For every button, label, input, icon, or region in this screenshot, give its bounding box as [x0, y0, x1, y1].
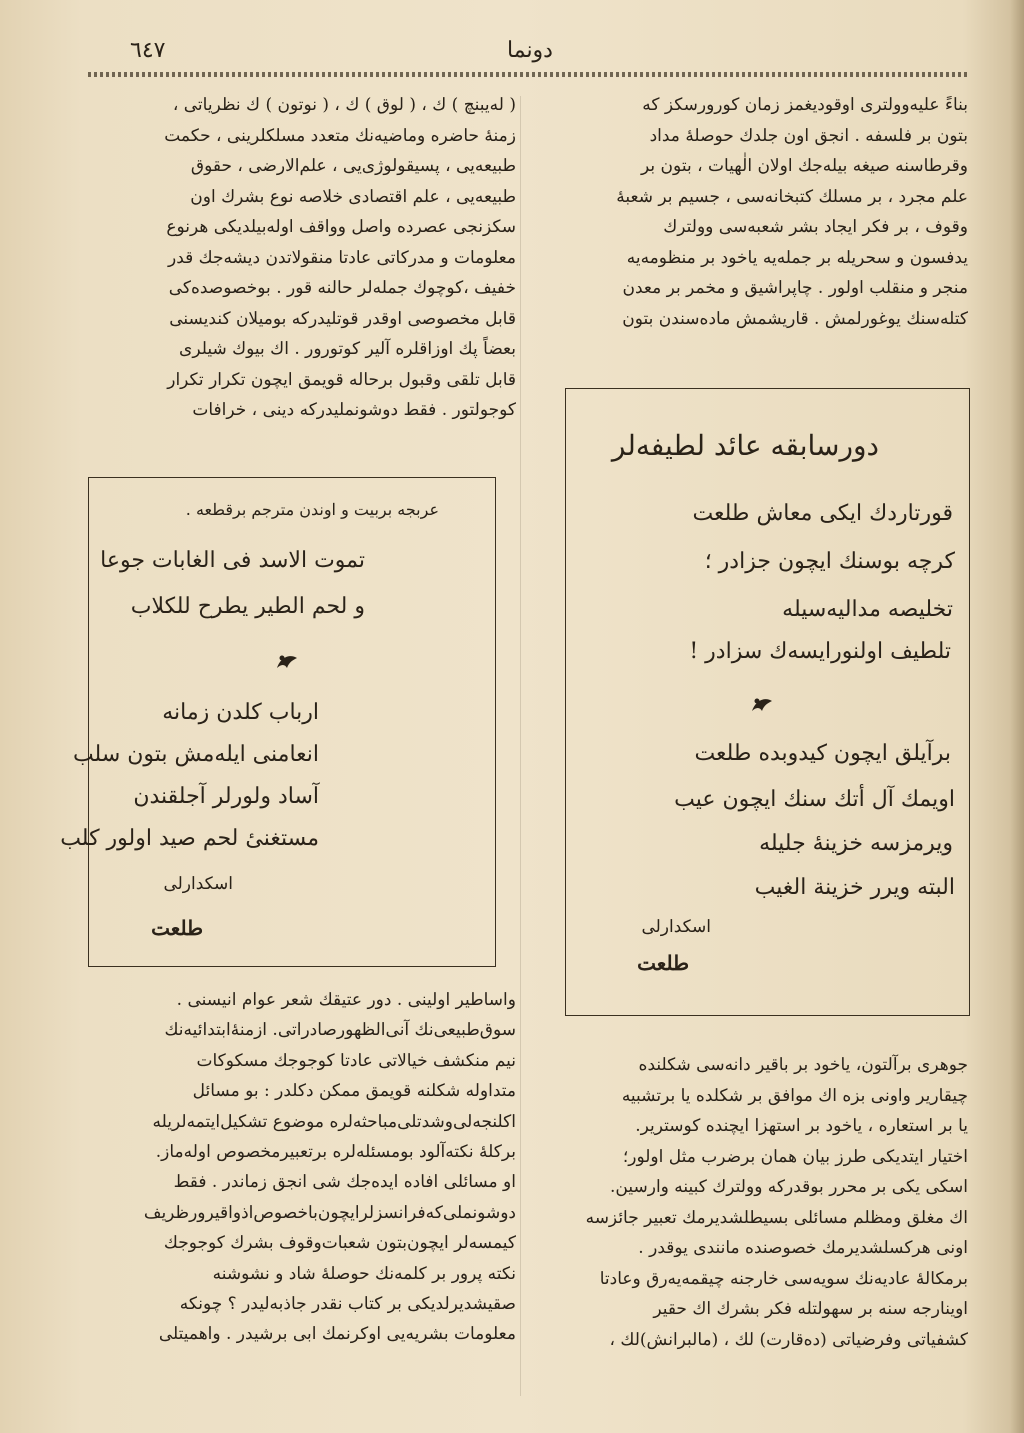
left-column-top-text [96, 90, 516, 426]
text-line: طبیعه‌یی ، علم اقتصادی خلاصه نوع بشرك اون [190, 186, 516, 207]
fleuron-ornament-icon [273, 650, 301, 672]
text-line: کتله‌سنك یوغورلمش . قاریشمش ماده‌سندن بتون [622, 308, 968, 329]
text-line: علم مجرد ، بر مسلك کتبخانه‌سی ، جسیم بر شعبهٔ [616, 186, 968, 207]
text-line: کوجولتور . فقط دوشونملیدرکه دینی ، خرافات [192, 400, 516, 420]
text-line: جوهری برآلتون، یاخود بر باقیر دانه‌سی شکلنده [638, 1055, 968, 1075]
text-line: یا بر استعاره ، یاخود بر استهزا ایچنده کوستریر. [635, 1116, 968, 1136]
poem-box-intro: عربجه بربیت و اوندن مترجم برقطعه . [185, 500, 439, 519]
text-line: دوشونملی‌که‌فرانسزلرایچون‌باخصوص‌اذواقیرورظریف [143, 1202, 516, 1223]
text-line: معلومات و مدرکاتی عادتا منقولاتدن دیشه‌جك قدر [168, 247, 516, 268]
text-line: یدفسون و سحریله بر جمله‌یه یاخود بر منظومه‌یه [626, 247, 968, 268]
turkish-verse-line: مستغنیٔ لحم صید اولور کلب [60, 826, 319, 851]
page-edge-shadow [1010, 0, 1024, 1433]
poet-origin: اسکدارلی [163, 874, 233, 894]
text-line: اختیار ایتدیکی طرز بیان همان برضرب مثل اولور؛ [622, 1146, 968, 1167]
text-line: معلومات بشریه‌یی اوکرنمك ابی برشیدر . واهمیتلی [158, 1324, 516, 1345]
text-line: نکته پرور بر کلمه‌نك حوصلهٔ شاد و نشوشنه [212, 1263, 516, 1284]
text-line: صقیشدیرلدیکی بر کتاب نقدر جاذبه‌لیدر ؟ چونکه [179, 1294, 516, 1315]
verse-line: ویرمزسه خزینهٔ جلیله [759, 831, 953, 856]
text-line: ( لەیبنچ ) ك ، ( لوق ) ك ، ( نوتون ) ك نظریاتی ، [172, 95, 516, 115]
right-column-bottom-text [548, 1050, 968, 1355]
text-line: وقوف ، بر فکر ایجاد بشر شعبه‌سی وولترك [663, 217, 968, 237]
text-line: قابل تلقی وقبول برحاله قویمق ایچون تکرار تکرار [167, 369, 516, 390]
text-line: اونی هرکسلشدیرمك خصوصنده مانندی یوقدر . [638, 1238, 968, 1258]
poem-box-right [565, 388, 970, 1016]
text-line: خفیف ،کوچوك جمله‌لر حالنه قور . بوخصوصده‌کی [168, 278, 516, 298]
text-line: زمنهٔ حاضره وماضیه‌نك متعدد مسلکلرینی ، حکمت [164, 125, 516, 146]
poem-box-left [60, 477, 496, 967]
text-line: اك مغلق ومظلم مسائلی بسیطلشدیرمك تعبیر جائزسه [585, 1207, 968, 1228]
verse-line: برآیلق ایچون کیدوبده طلعت [694, 741, 951, 766]
header-rule [88, 72, 968, 77]
text-line: کشفیاتی وفرضیاتی (دەقارت) لك ، (مالبرانش)لك ، [609, 1329, 968, 1350]
text-line: قابل مخصوصی اوقدر قوتلیدرکه بومیلان کندیسنی [169, 308, 516, 329]
turkish-verse-line: آساد ولورلر آجلقندن [133, 784, 319, 809]
text-line: اوینارجه سنه بر سهولتله فکر بشرك اك حقیر [653, 1299, 968, 1319]
left-column-bottom-text [96, 985, 516, 1350]
poet-origin: اسکدارلی [641, 917, 711, 937]
text-line: اکلنجه‌لی‌وشدتلی‌مباحثه‌لره موضوع تشکیل‌ایتمەلریله [152, 1111, 516, 1132]
column-divider [520, 96, 521, 1396]
turkish-verse-line: انعامنی ایلەمش بتون سلب [72, 742, 319, 767]
text-line: واساطیر اولینی . دور عتیقك شعر عوام انیسنی . [176, 990, 516, 1010]
arabic-verse-line: و لحم الطیر یطرح للکلاب [130, 594, 365, 619]
fleuron-ornament-icon [748, 693, 776, 715]
text-line: بناءً علیه‌وولتری اوقودیغمز زمان کورورسکز که [642, 95, 968, 115]
arabic-verse-line: تموت الاسد فی الغابات جوعا [100, 548, 365, 573]
text-line: برمکالهٔ عادیه‌نك سویه‌سی خارجنه چیقمه‌یه‌رق وعادتا [599, 1268, 968, 1289]
page-number: ٦٤٧ [130, 38, 166, 63]
text-line: طبیعه‌یی ، پسیقولوژی‌یی ، علم‌الارضی ، حقوق [190, 156, 516, 176]
verse-line: تلطیف اولنورایسه‌ك سزادر ! [689, 639, 951, 664]
text-line: بعضاً پك اوزاقلره آلیر کوتورور . اك بیوك شیلری [179, 339, 516, 359]
page-header [90, 38, 970, 70]
turkish-verse-line: ارباب کلدن زمانه [162, 700, 319, 725]
text-line: منجر و منقلب اولور . چاپراشیق و مخمر بر معدن [622, 278, 968, 298]
text-line: او مسائلی افاده ایده‌جك شی انجق زماندر . فقط [173, 1172, 516, 1193]
verse-line: اویمك آل أتك سنك ایچون عیب [674, 787, 955, 812]
running-title: دونما [507, 38, 553, 63]
text-line: متداوله شکلنه قویمق ممکن دکلدر : بو مسائل [192, 1081, 516, 1102]
poet-name: طلعت [637, 951, 689, 975]
verse-line: کرچه بوسنك ایچون جزادر ؛ [704, 549, 955, 574]
text-line: کیمسه‌لر ایچون‌بتون شعبات‌وقوف بشرك کوجوجك [163, 1233, 516, 1254]
poet-name: طلعت [151, 916, 203, 940]
right-column-top-text [548, 90, 968, 334]
text-line: چیقاریر واونی بزه اك موافق بر شکلده یا برتشبیه [621, 1085, 968, 1106]
text-line: سوق‌طبیعی‌نك آنی‌الظهورصادراتی. ازمنهٔ‌ابتدائیه‌نك [164, 1020, 516, 1041]
text-line: سکزنجی عصرده واصل وواقف اوله‌بیلدیکی هرنوع [166, 217, 516, 237]
verse-line: قورتاردك ایکی معاش طلعت [692, 501, 953, 526]
text-line: وقرطاسنه صیغه بیله‌جك اولان الٰهیات ، بتون بر [641, 156, 968, 176]
text-line: برکلهٔ نکته‌آلود بومسئله‌لره برتعبیرمخصوص اوله‌ماز. [155, 1142, 516, 1163]
poem-box-title: دورسابقه عائد لطیفه‌لر [611, 429, 879, 462]
verse-line: تخلیصه مدالیه‌سیله [782, 597, 953, 622]
text-line: بتون بر فلسفه . انجق اون جلدك حوصلهٔ مداد [649, 125, 968, 146]
text-line: نیم منکشف خیالاتی عادتا کوجوجك مسکوکات [196, 1050, 516, 1071]
text-line: اسکی یکی بر محرر بوقدرکه وولترك کبینه وارسین. [610, 1177, 968, 1197]
verse-line: البته ویرر خزینة الغیب [754, 875, 955, 900]
